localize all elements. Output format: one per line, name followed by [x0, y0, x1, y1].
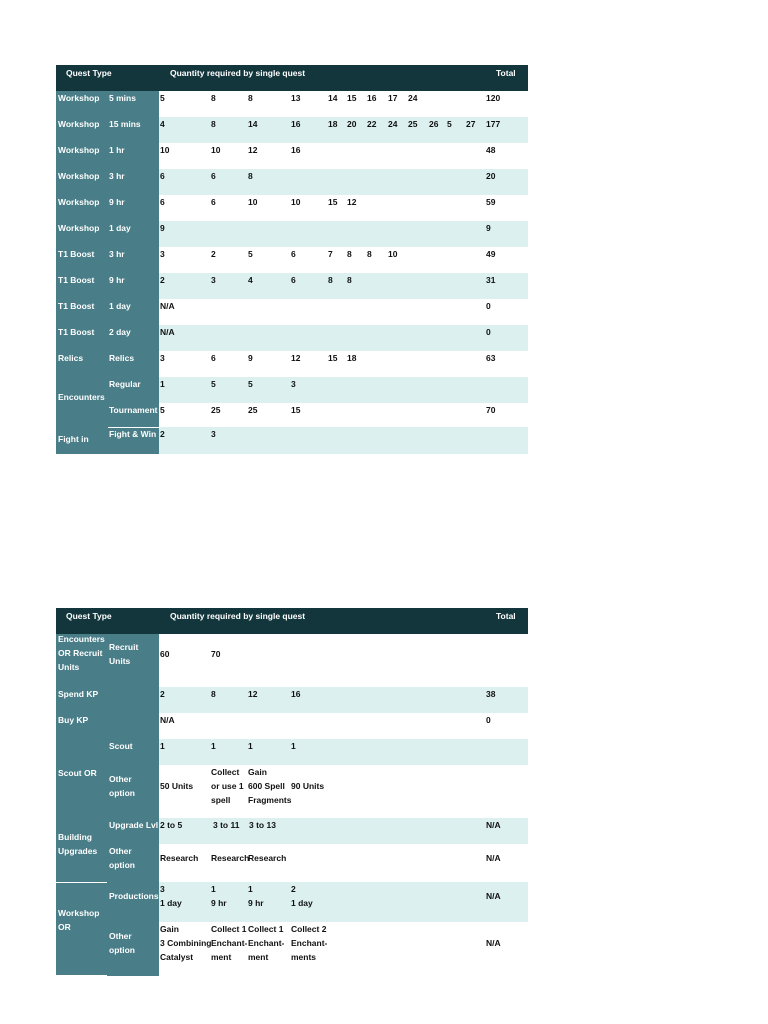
table-row-recruit [56, 634, 528, 687]
row-label: Workshop OR [58, 908, 100, 932]
table-row [56, 299, 528, 325]
header-total: Total [496, 68, 516, 78]
table-cell-total: 49 [486, 249, 496, 259]
table-cell: 1 9 hr [211, 884, 227, 908]
table-cell-total: 63 [486, 353, 496, 363]
table-cell-total: 177 [486, 119, 501, 129]
table-row-spend-kp [56, 687, 528, 713]
table-cell: 3 to 11 [213, 820, 240, 830]
row-sublabel: 2 day [109, 327, 131, 337]
row-label: Buy KP [58, 715, 89, 725]
table-cell: Collect 1 Enchant- ment [211, 924, 248, 962]
header-quantity: Quantity required by single quest [170, 68, 306, 78]
row-label: Workshop [58, 171, 100, 181]
table-cell: 25 [248, 405, 258, 415]
row-label: Building Upgrades [58, 832, 98, 856]
table-row [56, 143, 528, 169]
header-quest-type: Quest Type [66, 68, 112, 78]
table-cell: 8 [211, 689, 216, 699]
row-sublabel: Regular [109, 379, 141, 389]
table-row [56, 117, 528, 143]
table-cell: 2 to 5 [160, 820, 183, 830]
row-sublabel: 9 hr [109, 275, 125, 285]
table-row-encounters-regular [56, 377, 528, 403]
table-cell: 6 [160, 197, 165, 207]
table-row [56, 91, 528, 117]
quest-table-1 [56, 65, 528, 454]
row-sublabel: Other option [109, 774, 135, 798]
table-cell: 6 [160, 171, 165, 181]
row-label: Workshop [58, 197, 100, 207]
table-cell: 8 [248, 93, 253, 103]
table-cell: Research [160, 853, 199, 863]
row-label: Workshop [58, 145, 100, 155]
table-cell: 1 [248, 741, 253, 751]
table-cell: 22 [367, 119, 377, 129]
table-cell: 60 [160, 649, 170, 659]
table-cell-total: 120 [486, 93, 501, 103]
table-cell: 18 [347, 353, 357, 363]
table-cell: 6 [211, 353, 216, 363]
table-cell-total: 38 [486, 689, 496, 699]
table-cell: 2 [160, 275, 165, 285]
table-cell: 3 [160, 249, 165, 259]
table-cell-total: 70 [486, 405, 496, 415]
table-cell: 16 [291, 119, 301, 129]
table-cell: Collect 1 Enchant- ment [248, 924, 285, 962]
row-sublabel: 1 hr [109, 145, 125, 155]
table-cell: 15 [347, 93, 357, 103]
table-header [56, 65, 528, 91]
table-row-scout [56, 739, 528, 765]
table-cell-total: 0 [486, 327, 491, 337]
table-cell: 15 [291, 405, 301, 415]
table-cell: 1 [160, 741, 165, 751]
row-sublabel: Other option [109, 931, 135, 955]
table-cell-total: 0 [486, 301, 491, 311]
row-sublabel: 1 day [109, 223, 131, 233]
table-cell: 1 [160, 379, 165, 389]
table-cell: 8 [367, 249, 372, 259]
table-cell: 24 [388, 119, 398, 129]
table-row [56, 195, 528, 221]
table-cell: 14 [328, 93, 338, 103]
table-cell: 6 [291, 249, 296, 259]
header-total: Total [496, 611, 516, 621]
table-cell-total: 20 [486, 171, 496, 181]
table-row [56, 351, 528, 377]
table-cell: N/A [160, 327, 175, 337]
table-cell: 26 [429, 119, 439, 129]
table-cell: 16 [291, 689, 301, 699]
table-row [56, 273, 528, 299]
row-label: Encounters OR Recruit Units [58, 634, 105, 672]
table-row-productions [56, 882, 528, 922]
table-cell: 3 [211, 429, 216, 439]
table-cell-total: N/A [486, 891, 501, 901]
table-cell: 24 [408, 93, 418, 103]
table-row-workshop-other [56, 908, 528, 976]
table-cell: 3 [211, 275, 216, 285]
table-cell: 10 [388, 249, 398, 259]
table-row-encounters-tournament [56, 392, 528, 427]
table-cell: 6 [211, 197, 216, 207]
table-cell: 25 [211, 405, 221, 415]
table-row [56, 247, 528, 273]
table-cell: 18 [328, 119, 338, 129]
table-cell: 2 [160, 429, 165, 439]
row-sublabel: 15 mins [109, 119, 141, 129]
table-cell-total: N/A [486, 853, 501, 863]
table-cell: 7 [328, 249, 333, 259]
table-cell: Collect 2 Enchant- ments [291, 924, 328, 962]
table-cell: 5 [160, 93, 165, 103]
table-cell: 25 [408, 119, 418, 129]
row-sublabel: 3 hr [109, 249, 125, 259]
table-cell: 15 [328, 353, 338, 363]
table-row [56, 169, 528, 195]
quest-table-2 [56, 608, 528, 976]
row-label: T1 Boost [58, 301, 95, 311]
table-row-scout-other [56, 765, 528, 818]
header-quest-type: Quest Type [66, 611, 112, 621]
row-sublabel: Scout [109, 741, 133, 751]
table-cell: 12 [248, 145, 258, 155]
table-cell: 6 [211, 171, 216, 181]
table-cell: 9 [160, 223, 165, 233]
table-cell: 70 [211, 649, 221, 659]
table-cell: 17 [388, 93, 398, 103]
table-cell: 8 [211, 93, 216, 103]
row-label: Relics [58, 353, 84, 363]
table-cell: 2 1 day [291, 884, 313, 908]
table-cell: Gain 3 Combining Catalyst [160, 924, 212, 962]
table-cell: 4 [160, 119, 165, 129]
table-cell: 15 [328, 197, 338, 207]
row-label: Encounters [58, 392, 105, 402]
row-label: Workshop [58, 223, 100, 233]
table-cell: 5 [211, 379, 216, 389]
row-sublabel: Other option [109, 846, 135, 870]
table-cell: 12 [347, 197, 357, 207]
table-cell: 8 [347, 275, 352, 285]
table-cell: Gain 600 Spell Fragments [248, 767, 292, 805]
row-sublabel: Recruit Units [109, 642, 139, 666]
table-cell: 4 [248, 275, 253, 285]
row-label: T1 Boost [58, 327, 95, 337]
row-sublabel: Upgrade Lvl [109, 820, 159, 830]
table-cell: 1 [211, 741, 216, 751]
table-cell: N/A [160, 715, 175, 725]
table-cell: 16 [291, 145, 301, 155]
table-cell: 6 [291, 275, 296, 285]
table-cell: 1 9 hr [248, 884, 264, 908]
row-label: Scout OR [58, 768, 97, 778]
table-cell-total: N/A [486, 938, 501, 948]
table-cell: Research [248, 853, 287, 863]
table-cell: 9 [248, 353, 253, 363]
table-cell-total: 31 [486, 275, 496, 285]
row-sublabel: Relics [109, 353, 135, 363]
table-cell-total: 9 [486, 223, 491, 233]
table-cell: 3 [160, 353, 165, 363]
table-cell-total: 59 [486, 197, 496, 207]
row-sublabel: 3 hr [109, 171, 125, 181]
table-cell: N/A [160, 301, 175, 311]
table-row [56, 221, 528, 247]
table-cell: 12 [248, 689, 258, 699]
table-cell: 2 [211, 249, 216, 259]
row-sublabel: Fight & Win [109, 429, 157, 439]
table-cell-total: 48 [486, 145, 496, 155]
table-cell: 8 [328, 275, 333, 285]
table-row-upgrade-other [56, 832, 528, 882]
row-label: Workshop [58, 119, 100, 129]
table-cell: 12 [291, 353, 301, 363]
row-label: T1 Boost [58, 249, 95, 259]
table-cell: 3 [291, 379, 296, 389]
row-label: Workshop [58, 93, 100, 103]
table-row-buy-kp [56, 713, 528, 739]
row-sublabel: Tournament [109, 405, 158, 415]
table-cell: 5 [248, 379, 253, 389]
table-cell: 8 [211, 119, 216, 129]
table-cell: 1 [291, 741, 296, 751]
table-row [56, 325, 528, 351]
table-cell: 5 [160, 405, 165, 415]
table-cell: 13 [291, 93, 301, 103]
table-cell: 10 [211, 145, 221, 155]
table-cell: 8 [248, 171, 253, 181]
table-header [56, 608, 528, 634]
table-cell: Research [211, 853, 250, 863]
table-cell: 10 [291, 197, 301, 207]
table-cell: 20 [347, 119, 357, 129]
row-label: T1 Boost [58, 275, 95, 285]
table-cell: 8 [347, 249, 352, 259]
table-cell-total: 0 [486, 715, 491, 725]
table-cell: 3 to 13 [249, 820, 276, 830]
header-quantity: Quantity required by single quest [170, 611, 306, 621]
table-row-fight [56, 427, 528, 454]
row-sublabel: 1 day [109, 301, 131, 311]
table-cell-total: N/A [486, 820, 501, 830]
table-cell: 90 Units [291, 781, 325, 791]
row-label: Fight in [58, 434, 89, 444]
row-sublabel: 5 mins [109, 93, 136, 103]
row-sublabel: 9 hr [109, 197, 125, 207]
table-cell: 2 [160, 689, 165, 699]
table-row-upgrade [56, 818, 528, 844]
row-sublabel: Productions [109, 891, 159, 901]
table-cell: 50 Units [160, 781, 194, 791]
table-cell: 3 1 day [160, 884, 182, 908]
table-cell: 5 [447, 119, 452, 129]
table-cell: 14 [248, 119, 258, 129]
table-cell: 16 [367, 93, 377, 103]
table-cell: 10 [248, 197, 258, 207]
table-cell: 5 [248, 249, 253, 259]
row-label: Spend KP [58, 689, 99, 699]
table-cell: 27 [466, 119, 476, 129]
table-cell: Collect or use 1 spell [211, 767, 244, 805]
table-cell: 10 [160, 145, 170, 155]
